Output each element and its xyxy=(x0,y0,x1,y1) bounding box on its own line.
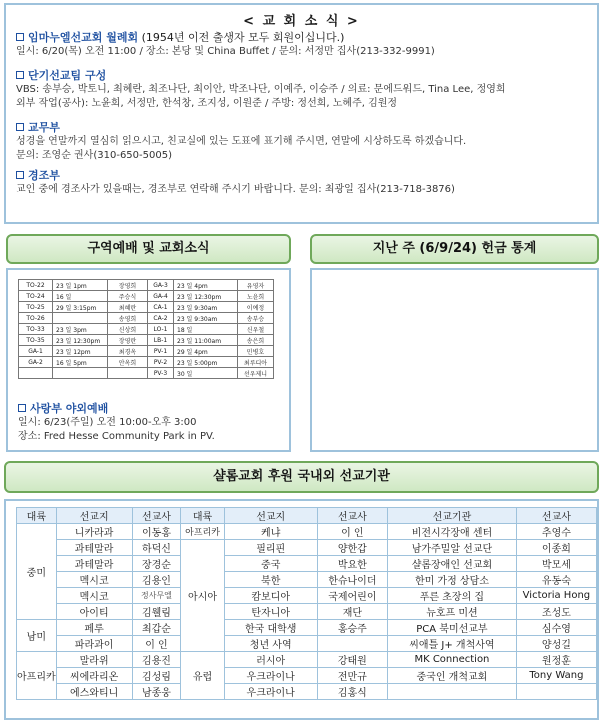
district-code: GA-2 xyxy=(19,357,53,368)
news-heading: 경조부 xyxy=(16,167,455,183)
district-leader: 장영희 xyxy=(108,280,148,291)
missionary: 이동홍 xyxy=(132,524,181,540)
mission-org: 한미 가정 상담소 xyxy=(388,572,517,588)
missionary: 박요한 xyxy=(317,556,387,572)
missionary: 양성길 xyxy=(516,636,596,652)
mission-field: 멕시코 xyxy=(56,588,132,604)
region-south-america: 남미 xyxy=(17,620,57,652)
tab-missions: 샬롬교회 후원 국내외 선교기관 xyxy=(4,461,599,493)
district-leader: 최혜란 xyxy=(108,302,148,313)
missionary: 이 인 xyxy=(132,636,181,652)
missionary: 김웰림 xyxy=(132,604,181,620)
news-item-condolence xyxy=(16,167,455,197)
district-row xyxy=(19,280,274,291)
header-missionary: 선교사 xyxy=(132,508,181,524)
checkbox-square-icon xyxy=(16,71,24,79)
district-time: 23 일 9:30am xyxy=(174,302,238,313)
outdoor-heading: 사랑부 야외예배 xyxy=(18,400,215,416)
missions-panel xyxy=(4,499,599,720)
district-leader: 안옥희 xyxy=(108,357,148,368)
mission-field: 중국 xyxy=(224,556,317,572)
district-leader: 송영희 xyxy=(108,313,148,324)
district-row xyxy=(19,302,274,313)
missionary xyxy=(516,684,596,700)
missionary: 장경순 xyxy=(132,556,181,572)
missionary: 양한갑 xyxy=(317,540,387,556)
district-code: TO-24 xyxy=(19,291,53,302)
missionary: 이종희 xyxy=(516,540,596,556)
mission-field: 파라과이 xyxy=(56,636,132,652)
district-code: TO-26 xyxy=(19,313,53,324)
district-time: 23 일 1pm xyxy=(53,280,108,291)
missionary: 유동숙 xyxy=(516,572,596,588)
mission-field: 우크라이나 xyxy=(224,684,317,700)
district-leader: 선우제니 xyxy=(238,368,274,379)
missionary: 김용진 xyxy=(132,652,181,668)
mission-field: 한국 대학생 xyxy=(224,620,317,636)
news-heading: 단기선교팀 구성 xyxy=(16,67,506,83)
mission-field: 페루 xyxy=(56,620,132,636)
district-time: 23 일 5:00pm xyxy=(174,357,238,368)
district-row xyxy=(19,313,274,324)
district-code xyxy=(19,368,53,379)
mission-org: 중국인 개척교회 xyxy=(388,668,517,684)
mission-org: 남가주밀알 선교단 xyxy=(388,540,517,556)
church-news-box xyxy=(4,3,599,224)
mission-field: 멕시코 xyxy=(56,572,132,588)
mission-org: PCA 북미선교부 xyxy=(388,620,517,636)
district-row xyxy=(19,368,274,379)
mission-field: 탄자니아 xyxy=(224,604,317,620)
news-heading: 임마누엘선교회 월례회 (1954년 이전 출생자 모두 회원이십니다.) xyxy=(16,29,435,45)
district-code: LO-1 xyxy=(148,324,174,335)
mission-org: 샬롬장애인 선교회 xyxy=(388,556,517,572)
district-time: 18 일 xyxy=(174,324,238,335)
news-line: 성경을 연말까지 열심히 읽으시고, 친교실에 있는 도표에 표기해 주시면, 연말에 시상하도록 하겠습니다. xyxy=(16,136,467,147)
mission-org: 씨애틀 J+ 개척사역 xyxy=(388,636,517,652)
district-leader: 주승식 xyxy=(108,291,148,302)
news-item-fellowship xyxy=(16,29,435,59)
news-line: 일시: 6/20(목) 오전 11:00 / 장소: 본당 및 China Buffet / 문의: 서정만 집사(213-332-9991) xyxy=(16,46,435,57)
missionary: 하덕신 xyxy=(132,540,181,556)
missionary: 이 인 xyxy=(317,524,387,540)
mission-field: 우크라이나 xyxy=(224,668,317,684)
outdoor-worship xyxy=(18,400,215,444)
district-code: TO-22 xyxy=(19,280,53,291)
mission-field: 과테말라 xyxy=(56,556,132,572)
missionary: 김홍식 xyxy=(317,684,387,700)
mission-field: 과테말라 xyxy=(56,540,132,556)
checkbox-square-icon xyxy=(16,123,24,131)
missionary: 박모세 xyxy=(516,556,596,572)
mission-org: 뉴호프 미션 xyxy=(388,604,517,620)
missionary: 최갑순 xyxy=(132,620,181,636)
district-leader: 노윤희 xyxy=(238,291,274,302)
missions-table xyxy=(16,507,597,700)
district-code: GA-1 xyxy=(19,346,53,357)
header-organization: 선교기관 xyxy=(388,508,517,524)
mission-field: 필리핀 xyxy=(224,540,317,556)
mission-field: 러시아 xyxy=(224,652,317,668)
tab-offering-stats: 지난 주 (6/9/24) 헌금 통계 xyxy=(310,234,599,264)
checkbox-square-icon xyxy=(16,33,24,41)
district-time: 23 일 12:30pm xyxy=(53,335,108,346)
missionary: 재단 xyxy=(317,604,387,620)
district-row xyxy=(19,335,274,346)
region-africa: 아프리카 xyxy=(181,524,224,540)
header-continent: 대륙 xyxy=(181,508,224,524)
district-row xyxy=(19,291,274,302)
mission-field: 북한 xyxy=(224,572,317,588)
district-time: 30 일 xyxy=(174,368,238,379)
missionary: Tony Wang xyxy=(516,668,596,684)
missionary: 원정훈 xyxy=(516,652,596,668)
offering-panel xyxy=(310,268,599,452)
district-time xyxy=(53,368,108,379)
header-field: 선교지 xyxy=(56,508,132,524)
header-missionary: 선교사 xyxy=(317,508,387,524)
missionary: 정사무엘 xyxy=(132,588,181,604)
district-code: TO-33 xyxy=(19,324,53,335)
district-leader: 이예정 xyxy=(238,302,274,313)
missionary: 추영수 xyxy=(516,524,596,540)
district-time: 16 일 5pm xyxy=(53,357,108,368)
district-time: 29 일 4pm xyxy=(174,346,238,357)
district-leader: 유영자 xyxy=(238,280,274,291)
missionary: 홍승주 xyxy=(317,620,387,636)
missionary: 조성도 xyxy=(516,604,596,620)
outdoor-time: 일시: 6/23(주일) 오전 10:00-오후 3:00 xyxy=(18,417,197,428)
news-item-education xyxy=(16,119,466,163)
mission-org: MK Connection xyxy=(388,652,517,668)
district-time: 23 일 12:30pm xyxy=(174,291,238,302)
news-heading: 교무부 xyxy=(16,119,466,135)
district-time: 23 일 4pm xyxy=(174,280,238,291)
mission-field: 아이티 xyxy=(56,604,132,620)
district-code: PV-2 xyxy=(148,357,174,368)
mission-org: 비전시각장애 센터 xyxy=(388,524,517,540)
district-time: 16 일 xyxy=(53,291,108,302)
district-row xyxy=(19,357,274,368)
news-line: 외부 작업(공사): 노윤희, 서정만, 한석창, 조지성, 이원준 / 주방: 정선희, 노혜주, 김원정 xyxy=(16,98,398,109)
district-leader: 송은희 xyxy=(238,335,274,346)
district-leader: 최경옥 xyxy=(108,346,148,357)
district-time: 23 일 11:00am xyxy=(174,335,238,346)
district-panel xyxy=(6,268,291,452)
mission-field: 에스와티니 xyxy=(56,684,132,700)
checkbox-square-icon xyxy=(18,404,26,412)
missionary: Victoria Hong xyxy=(516,588,596,604)
missionary: 한슈나이더 xyxy=(317,572,387,588)
checkbox-square-icon xyxy=(16,171,24,179)
district-leader: 민병호 xyxy=(238,346,274,357)
district-leader xyxy=(108,368,148,379)
district-schedule-table xyxy=(18,279,274,379)
missionary xyxy=(317,636,387,652)
missionary: 심수영 xyxy=(516,620,596,636)
district-code: GA-4 xyxy=(148,291,174,302)
tab-district-worship: 구역예배 및 교회소식 xyxy=(6,234,291,264)
missionary: 전만규 xyxy=(317,668,387,684)
outdoor-place: 장소: Fred Hesse Community Park in PV. xyxy=(18,431,215,442)
missionary: 김성림 xyxy=(132,668,181,684)
district-leader: 장영란 xyxy=(108,335,148,346)
missionary: 강태원 xyxy=(317,652,387,668)
region-asia: 아시아 xyxy=(181,540,224,652)
mission-field: 니카라과 xyxy=(56,524,132,540)
news-line: VBS: 송부승, 박토니, 최혜란, 최조나단, 최이안, 박조나단, 이예주, 이승주 / 의료: 문에드워드, Tina Lee, 정영희 xyxy=(16,84,506,95)
missionary: 김용인 xyxy=(132,572,181,588)
district-code: TO-25 xyxy=(19,302,53,313)
district-code: GA-3 xyxy=(148,280,174,291)
region-central-america: 중미 xyxy=(17,524,57,620)
district-time: 23 일 3pm xyxy=(53,324,108,335)
mission-field: 캄보디아 xyxy=(224,588,317,604)
district-code: CA-2 xyxy=(148,313,174,324)
header-field: 선교지 xyxy=(224,508,317,524)
region-africa: 아프리카 xyxy=(17,652,57,700)
missionary: 국제어린이 xyxy=(317,588,387,604)
district-time: 23 일 9:30am xyxy=(174,313,238,324)
mission-org xyxy=(388,684,517,700)
header-continent: 대륙 xyxy=(17,508,57,524)
news-line: 문의: 조영순 권사(310-650-5005) xyxy=(16,150,172,161)
district-leader: 신상희 xyxy=(108,324,148,335)
district-leader: 신우철 xyxy=(238,324,274,335)
district-time: 23 일 12pm xyxy=(53,346,108,357)
district-code: PV-1 xyxy=(148,346,174,357)
district-time: 29 일 3:15pm xyxy=(53,302,108,313)
news-title: < 교 회 소 식 > xyxy=(243,14,360,29)
header-missionary: 선교사 xyxy=(516,508,596,524)
district-row xyxy=(19,346,274,357)
district-code: LB-1 xyxy=(148,335,174,346)
mission-field: 씨에라리온 xyxy=(56,668,132,684)
missionary: 남종웅 xyxy=(132,684,181,700)
district-row xyxy=(19,324,274,335)
district-leader: 송부승 xyxy=(238,313,274,324)
district-code: CA-1 xyxy=(148,302,174,313)
region-europe: 유럽 xyxy=(181,652,224,700)
mission-field: 청년 사역 xyxy=(224,636,317,652)
district-code: PV-3 xyxy=(148,368,174,379)
district-leader: 최루디아 xyxy=(238,357,274,368)
news-item-mission-team xyxy=(16,67,506,111)
news-line: 교인 중에 경조사가 있을때는, 경조부로 연락해 주시기 바랍니다. 문의: 최광일 집사(213-718-3876) xyxy=(16,184,455,195)
district-time xyxy=(53,313,108,324)
mission-field: 케냐 xyxy=(224,524,317,540)
mission-org: 푸른 초장의 집 xyxy=(388,588,517,604)
district-code: TO-35 xyxy=(19,335,53,346)
mission-field: 말라위 xyxy=(56,652,132,668)
